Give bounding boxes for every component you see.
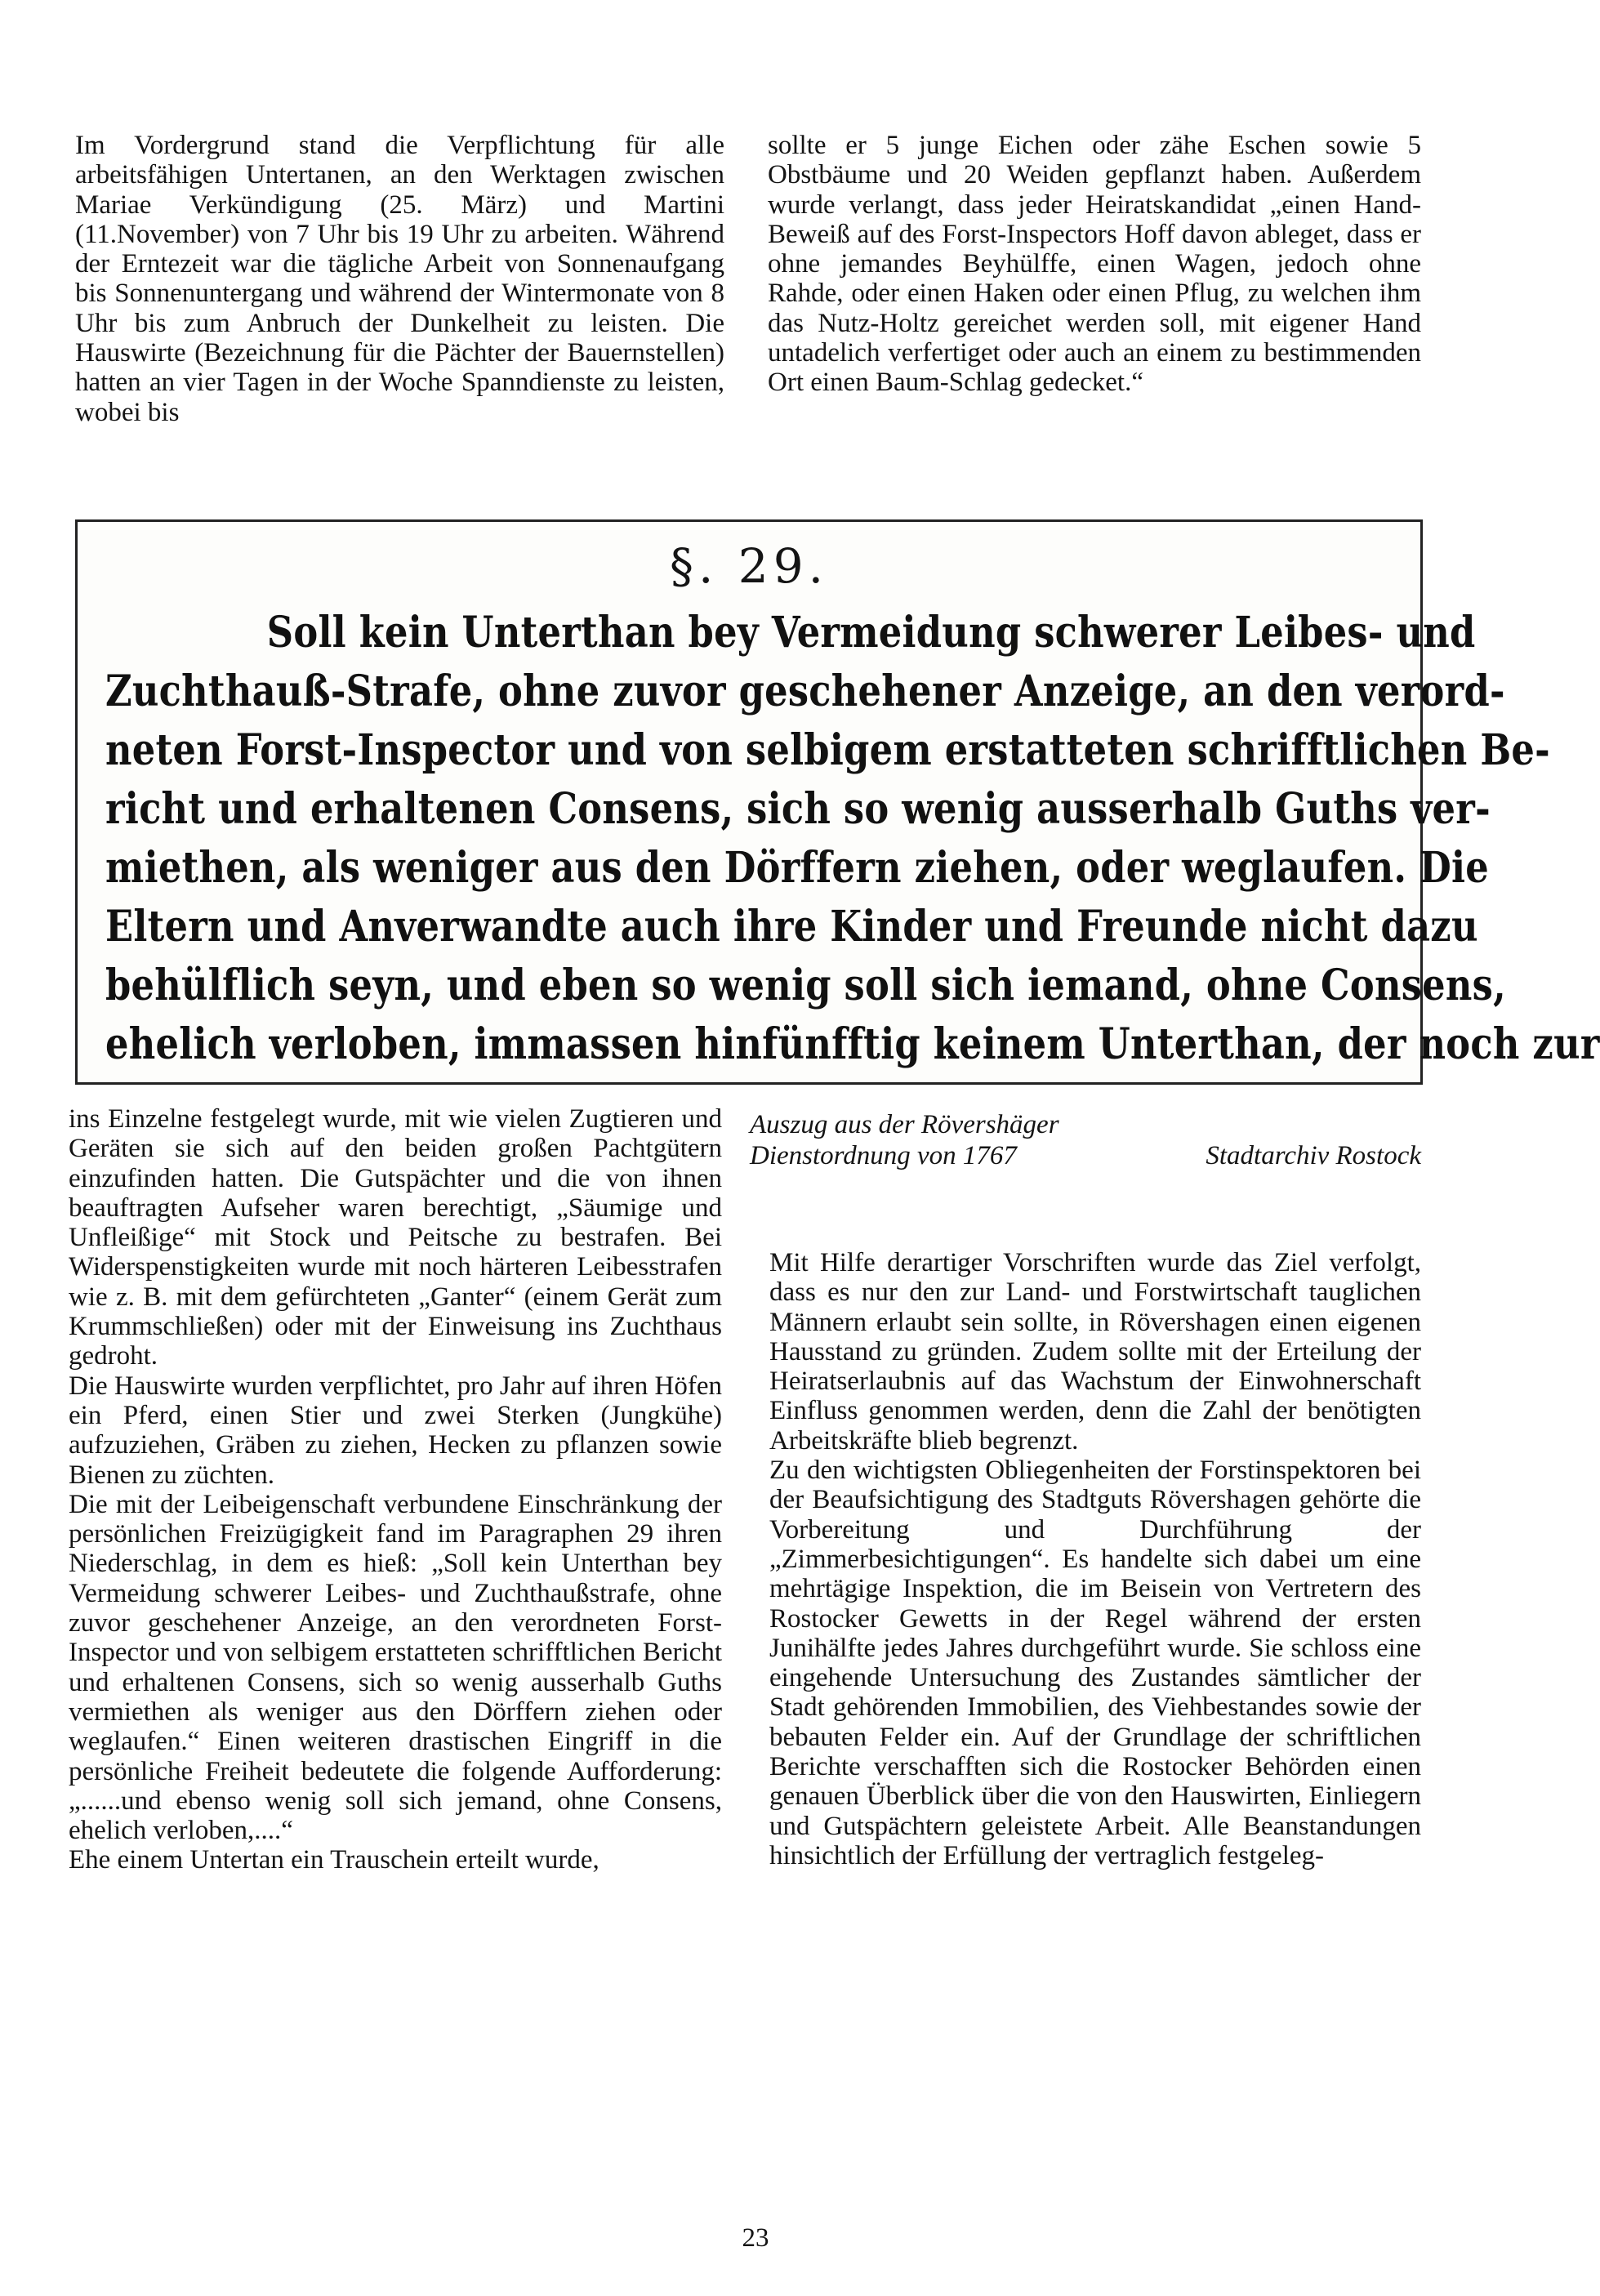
- facsimile-heading: §. 29.: [669, 538, 829, 594]
- facsimile-line: ehelich verloben, immassen hinfünfftig keinem Unterthan, der noch zur: [105, 1019, 1600, 1069]
- paragraph: ins Einzelne festgelegt wurde, mit wie vielen Zugtieren und Geräten sie sich auf den beiden großen Pachtgütern einzufinden hatten. Die Gutspächter und die von ihnen beauftragten Aufseher waren berechtigt, „Säumige und Unfleißige“ mit Stock und Peitsche zu bestrafen. Bei Widerspenstigkeiten wurde mit noch härteren Leibesstrafen wie z. B. mit dem gefürchteten „Ganter“ (einem Gerät zum Krummschließen) oder mit der Einweisung ins Zuchthaus gedroht.: [69, 1104, 722, 1371]
- paragraph: Ehe einem Untertan ein Trauschein erteilt wurde,: [69, 1845, 599, 1875]
- facsimile-line: neten Forst-Inspector und von selbigem erstatteten schrifftlichen Be-: [105, 725, 1550, 775]
- facsimile-text: [105, 604, 1600, 1074]
- paragraph: Im Vordergrund stand die Verpflichtung für alle arbeitsfähigen Untertanen, an den Werktagen zwischen Mariae Verkündigung (25. März) und Martini (11.November) von 7 Uhr bis 19 Uhr zu arbeiten. Während der Erntezeit war die tägliche Arbeit von Sonnenaufgang bis Sonnenuntergang und während der Wintermonate von 8 Uhr bis zum Anbruch der Dunkelheit zu leisten. Die Hauswirte (Bezeichnung für die Pächter der Bauernstellen) hatten an vier Tagen in der Woche Spanndienste zu leisten, wobei bis: [75, 131, 724, 427]
- paragraph: sollte er 5 junge Eichen oder zähe Eschen sowie 5 Obstbäume und 20 Weiden gepflanzt haben. Außerdem wurde verlangt, dass jeder Heiratskandidat „einen Hand-Beweiß auf des Forst-Inspectors Hoff davon ableget, dass er ohne jemandes Beyhülffe, einen Wagen, jedoch ohne Rahde, oder einen Haken oder einen Pflug, zu welchen ihm das Nutz-Holtz gereichet werden soll, mit eigener Hand untadelich verfertiget oder auch an einem zu bestimmenden Ort einen Baum-Schlag gedecket.“: [768, 131, 1421, 398]
- caption-row: [750, 1140, 1421, 1171]
- facsimile-excerpt: [75, 519, 1600, 1085]
- paragraph: Die Hauswirte wurden verpflichtet, pro Jahr auf ihren Höfen ein Pferd, einen Stier und zwei Sterken (Jungkühe) aufzuziehen, Gräben zu ziehen, Hecken zu pflanzen sowie Bienen zu züchten.: [69, 1371, 722, 1490]
- page-number: 23: [742, 2223, 769, 2253]
- top-right-column: [768, 131, 1421, 398]
- paragraph: Mit Hilfe derartiger Vorschriften wurde das Ziel verfolgt, dass es nur den zur Land- und Forstwirtschaft tauglichen Männern erlaubt sein sollte, in Rövershagen einen eigenen Hausstand zu gründen. Zudem sollte mit der Erteilung der Heiratserlaubnis auf das Wachstum der Einwohnerschaft Einfluss genommen werden, denn die Zahl der benötigten Arbeitskräfte blieb begrenzt.: [769, 1248, 1421, 1456]
- facsimile-line: Soll kein Unterthan bey Vermeidung schwerer Leibes- und: [266, 608, 1476, 658]
- paragraph: Die mit der Leibeigenschaft verbundene Einschränkung der persönlichen Freizügigkeit fand im Paragraphen 29 ihren Niederschlag, in dem es hieß: „Soll kein Unterthan bey Vermeidung schwerer Leibes- und Zuchthaußstrafe, ohne zuvor geschehener Anzeige, an den verordneten Forst-Inspector und von selbigem erstatteten schrifftlichen Bericht und erhaltenen Consens, sich so wenig ausserhalb Guths vermiethen als weniger aus den Dörffern ziehen oder weglaufen.“ Einen weiteren drastischen Eingriff in die persönliche Freiheit bedeutete die folgende Aufforderung: „......und ebenso wenig soll sich jemand, ohne Consens, ehelich verloben,....“: [69, 1489, 722, 1846]
- bottom-left-column: [69, 1104, 722, 1875]
- bottom-right-column: [769, 1248, 1421, 1870]
- caption-line: Dienstordnung von 1767: [750, 1141, 1017, 1170]
- top-left-column: [75, 131, 724, 427]
- facsimile-line: richt und erhaltenen Consens, sich so wenig ausserhalb Guths ver-: [105, 784, 1491, 834]
- facsimile-line: Zuchthauß-Strafe, ohne zuvor geschehener Anzeige, an den verord-: [105, 667, 1505, 716]
- facsimile-line: Eltern und Anverwandte auch ihre Kinder und Freunde nicht dazu: [105, 902, 1478, 952]
- caption-source: Stadtarchiv Rostock: [1206, 1141, 1421, 1170]
- figure-caption: [750, 1109, 1421, 1171]
- paragraph: Zu den wichtigsten Obliegenheiten der Forstinspektoren bei der Beaufsichtigung des Stadtguts Rövershagen gehörte die Vorbereitung und Durchführung der „Zimmerbesichtigungen“. Es handelte sich dabei um eine mehrtägige Inspektion, die im Beisein von Vertretern des Rostocker Gewetts in der Regel während der ersten Junihälfte jedes Jahres durchgeführt wurde. Sie schloss eine eingehende Untersuchung des Zustandes sämtlicher der Stadt gehörenden Immobilien, des Viehbestandes sowie der bebauten Felder ein. Auf der Grundlage der schriftlichen Berichte verschafften sich die Rostocker Behörden einen genauen Überblick über die von den Hauswirten, Einliegern und Gutspächtern geleistete Arbeit. Alle Beanstandungen hinsichtlich der Erfüllung der vertraglich festgeleg-: [769, 1456, 1421, 1870]
- facsimile-line: miethen, als weniger aus den Dörffern ziehen, oder weglaufen. Die: [105, 843, 1489, 893]
- caption-line: Auszug aus der Rövershäger: [750, 1110, 1059, 1139]
- facsimile-line: behülflich seyn, und eben so wenig soll sich iemand, ohne Consens,: [105, 961, 1506, 1010]
